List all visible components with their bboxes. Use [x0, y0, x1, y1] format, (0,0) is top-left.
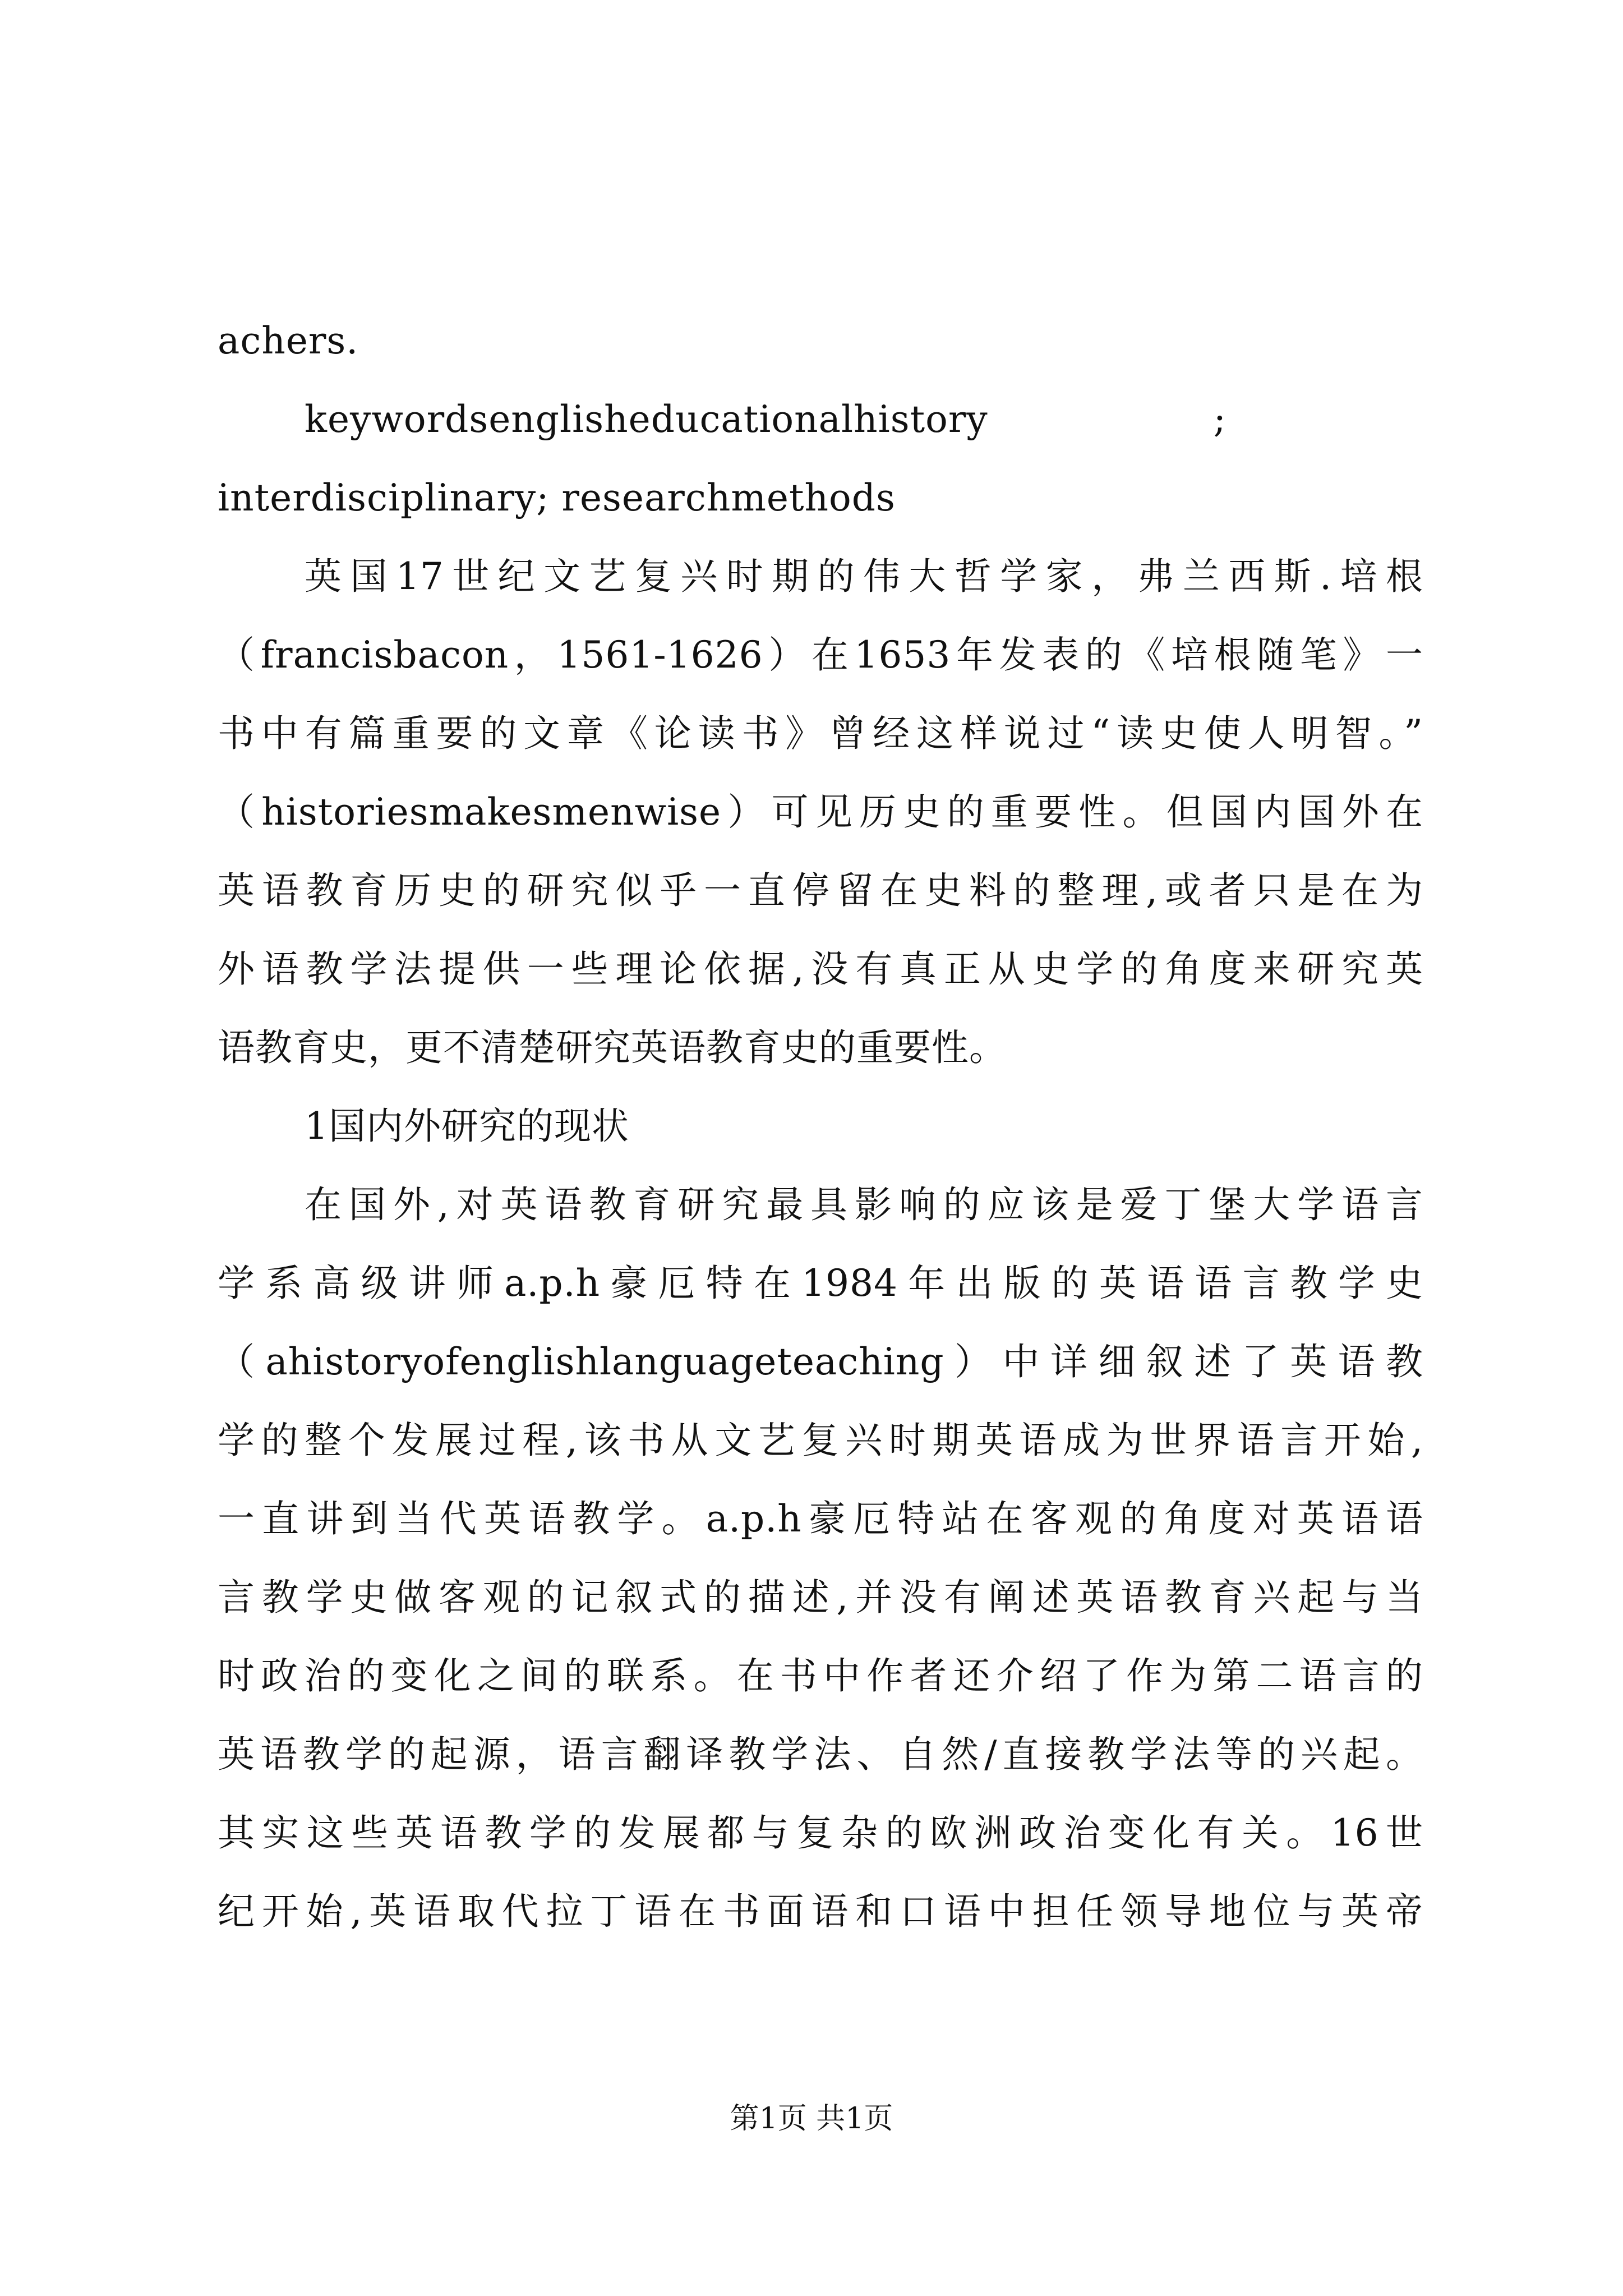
paragraph-line: 语教育史，更不清楚研究英语教育史的重要性。: [218, 1026, 1007, 1069]
paragraph-line: （historiesmakesmenwise）可见历史的重要性。但国内国外在: [218, 790, 1423, 834]
page-footer: 第1页 共1页: [730, 2102, 893, 2136]
keywords-line: interdisciplinary; researchmethods: [218, 476, 896, 519]
paragraph-line: 学系高级讲师a.p.h豪厄特在1984年出版的英语语言教学史: [218, 1262, 1423, 1305]
section-heading: 1国内外研究的现状: [305, 1105, 629, 1148]
paragraph-line: 外语教学法提供一些理论依据,没有真正从史学的角度来研究英: [218, 947, 1423, 991]
paragraph-line: 书中有篇重要的文章《论读书》曾经这样说过“读史使人明智。”: [218, 712, 1423, 755]
paragraph-line: （francisbacon，1561-1626）在1653年发表的《培根随笔》一: [218, 633, 1423, 677]
paragraph-line: （ahistoryofenglishlanguageteaching）中详细叙述了英语教: [218, 1340, 1423, 1383]
keywords-line: keywordsenglisheducationalhistory ;: [305, 398, 1227, 441]
paragraph-line: 纪开始,英语取代拉丁语在书面语和口语中担任领导地位与英帝: [218, 1890, 1423, 1933]
paragraph-line: 在国外,对英语教育研究最具影响的应该是爱丁堡大学语言: [305, 1183, 1423, 1226]
paragraph-line: 言教学史做客观的记叙式的描述,并没有阐述英语教育兴起与当: [218, 1576, 1423, 1619]
paragraph-line: 英语教学的起源，语言翻译教学法、自然/直接教学法等的兴起。: [218, 1733, 1423, 1776]
paragraph-line: 一直讲到当代英语教学。a.p.h豪厄特站在客观的角度对英语语: [218, 1497, 1423, 1540]
paragraph-line: 学的整个发展过程,该书从文艺复兴时期英语成为世界语言开始,: [218, 1419, 1423, 1462]
paragraph-line: 其实这些英语教学的发展都与复杂的欧洲政治变化有关。16世: [218, 1811, 1423, 1855]
text-line: achers.: [218, 319, 359, 362]
paragraph-line: 时政治的变化之间的联系。在书中作者还介绍了作为第二语言的: [218, 1654, 1423, 1697]
paragraph-line: 英国17世纪文艺复兴时期的伟大哲学家，弗兰西斯.培根: [305, 555, 1423, 598]
paragraph-line: 英语教育历史的研究似乎一直停留在史料的整理,或者只是在为: [218, 869, 1423, 912]
